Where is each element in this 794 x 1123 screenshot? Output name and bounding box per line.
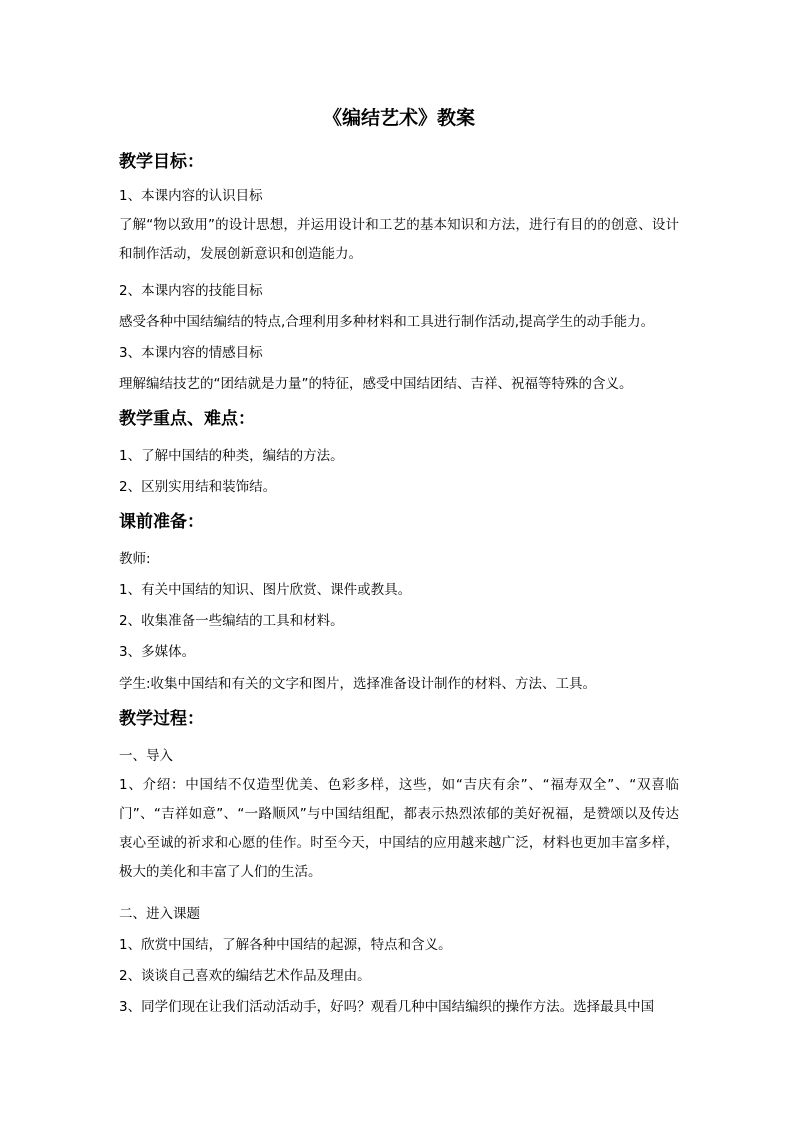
goal-1-title: 1、本课内容的认识目标 [119, 188, 263, 204]
process-part-2-item-3: 3、同学们现在让我们活动活动手，好吗？观看几种中国结编织的操作方法。选择最具中国 [119, 999, 655, 1015]
section-heading-preparation: 课前准备： [119, 512, 204, 532]
goal-2-text: 感受各种中国结编结的特点,合理利用多种材料和工具进行制作活动,提高学生的动手能力。 [119, 314, 655, 330]
section-heading-goals: 教学目标： [119, 152, 204, 172]
section-heading-process: 教学过程： [119, 709, 204, 729]
goal-3-title: 3、本课内容的情感目标 [119, 345, 263, 361]
preparation-item-1: 1、有关中国结的知识、图片欣赏、课件或教具。 [119, 582, 412, 598]
keypoint-2: 2、区别实用结和装饰结。 [119, 479, 277, 495]
section-heading-keypoints: 教学重点、难点： [119, 409, 255, 429]
process-part-1-item-1: 1、介绍：中国结不仅造型优美、色彩多样，这些，如“吉庆有余”、“福寿双全”、“双喜临门”、“吉祥如意”、“一路顺风”与中国结组配，都表示热烈浓郁的美好祝福，是赞颂以及传达衷心至诚的祈求和心愿的佳作。时至今天，中国结的应用越来越广泛，材料也更加丰富多样，极大的美化和丰富了人们的生活。 [119, 777, 679, 880]
goal-2-title: 2、本课内容的技能目标 [119, 283, 263, 299]
process-part-2-item-1: 1、欣赏中国结，了解各种中国结的起源，特点和含义。 [119, 937, 452, 953]
preparation-student: 学生:收集中国结和有关的文字和图片，选择准备设计制作的材料、方法、工具。 [119, 676, 597, 692]
document-title: 《编结艺术》教案 [322, 107, 475, 129]
keypoint-1: 1、了解中国结的种类，编结的方法。 [119, 448, 344, 464]
preparation-item-3: 3、多媒体。 [119, 644, 196, 660]
process-part-1-title: 一、导入 [119, 748, 173, 764]
goal-1-text: 了解“物以致用”的设计思想，并运用设计和工艺的基本知识和方法，进行有目的的创意、设计和制作活动，发展创新意识和创造能力。 [119, 217, 679, 262]
process-part-2-item-2: 2、谈谈自己喜欢的编结艺术作品及理由。 [119, 968, 371, 984]
preparation-item-2: 2、收集准备一些编结的工具和材料。 [119, 613, 344, 629]
process-part-2-title: 二、进入课题 [119, 906, 200, 922]
goal-3-text: 理解编结技艺的“团结就是力量”的特征，感受中国结团结、吉祥、祝福等特殊的含义。 [119, 376, 633, 392]
preparation-teacher-label: 教师: [119, 551, 151, 567]
